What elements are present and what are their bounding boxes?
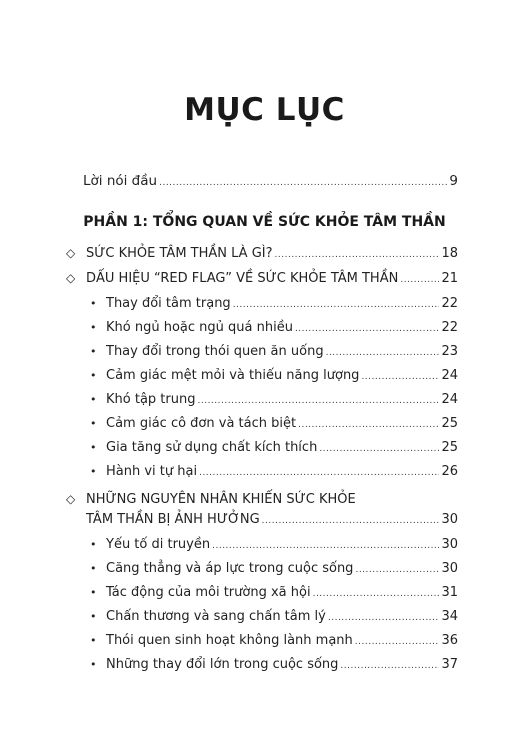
dot-leader bbox=[275, 250, 440, 260]
dot-leader bbox=[159, 178, 447, 188]
toc-section-2[interactable] bbox=[66, 271, 458, 286]
bullet-icon: • bbox=[90, 465, 97, 478]
toc-item-label: Cảm giác cô đơn và tách biệt bbox=[106, 416, 297, 431]
toc-item-label: Tác động của môi trường xã hội bbox=[106, 585, 311, 600]
dot-leader bbox=[233, 300, 440, 310]
toc-section-1[interactable] bbox=[66, 246, 458, 261]
toc-page-number: 22 bbox=[441, 296, 458, 311]
toc-page-number: 23 bbox=[441, 344, 458, 359]
toc-item-label: Căng thẳng và áp lực trong cuộc sống bbox=[106, 561, 354, 576]
toc-page-number: 30 bbox=[441, 537, 458, 552]
toc-page-number: 34 bbox=[441, 609, 458, 624]
toc-page-number: 25 bbox=[441, 440, 458, 455]
toc-page-number: 36 bbox=[441, 633, 458, 648]
diamond-icon: ◇ bbox=[66, 246, 76, 260]
toc-item-label: Khó tập trung bbox=[106, 392, 196, 407]
toc-page-number: 37 bbox=[441, 657, 458, 672]
dot-leader bbox=[361, 372, 439, 382]
dot-leader bbox=[298, 420, 439, 430]
toc-item[interactable] bbox=[90, 585, 458, 600]
toc-item[interactable] bbox=[90, 344, 458, 359]
diamond-icon: ◇ bbox=[66, 271, 76, 285]
toc-page-number: 24 bbox=[441, 368, 458, 383]
toc-item-label: Gia tăng sử dụng chất kích thích bbox=[106, 440, 318, 455]
toc-item[interactable] bbox=[90, 320, 458, 335]
toc-page-number: 21 bbox=[441, 271, 458, 286]
toc-section-3[interactable] bbox=[66, 492, 458, 507]
diamond-icon: ◇ bbox=[66, 492, 76, 506]
bullet-icon: • bbox=[90, 538, 97, 551]
toc-section-label: SỨC KHỎE TÂM THẦN LÀ GÌ? bbox=[86, 246, 273, 261]
dot-leader bbox=[262, 516, 440, 526]
toc-item-label: Yếu tố di truyền bbox=[106, 537, 211, 552]
toc-item-label: Những thay đổi lớn trong cuộc sống bbox=[106, 657, 339, 672]
dot-leader bbox=[328, 613, 440, 623]
page-title: MỤC LỤC bbox=[184, 92, 345, 128]
toc-item[interactable] bbox=[90, 440, 458, 455]
toc-item[interactable] bbox=[90, 416, 458, 431]
dot-leader bbox=[319, 444, 439, 454]
toc-item[interactable] bbox=[90, 561, 458, 576]
toc-item[interactable] bbox=[90, 296, 458, 311]
toc-item[interactable] bbox=[90, 368, 458, 383]
dot-leader bbox=[197, 396, 439, 406]
dot-leader bbox=[326, 348, 440, 358]
toc-page-number: 25 bbox=[441, 416, 458, 431]
dot-leader bbox=[355, 637, 440, 647]
toc-section-label: NHỮNG NGUYÊN NHÂN KHIẾN SỨC KHỎE bbox=[86, 492, 356, 507]
dot-leader bbox=[340, 661, 439, 671]
dot-leader bbox=[199, 468, 439, 478]
bullet-icon: • bbox=[90, 586, 97, 599]
part-heading: PHẦN 1: TỔNG QUAN VỀ SỨC KHỎE TÂM THẦN bbox=[83, 214, 446, 230]
toc-item-label: Thay đổi trong thói quen ăn uống bbox=[106, 344, 324, 359]
toc-item-label: Khó ngủ hoặc ngủ quá nhiều bbox=[106, 320, 293, 335]
bullet-icon: • bbox=[90, 658, 97, 671]
toc-item[interactable] bbox=[90, 392, 458, 407]
bullet-icon: • bbox=[90, 345, 97, 358]
bullet-icon: • bbox=[90, 297, 97, 310]
toc-page-number: 9 bbox=[449, 173, 458, 189]
dot-leader bbox=[355, 565, 439, 575]
dot-leader bbox=[295, 324, 440, 334]
toc-item[interactable] bbox=[90, 657, 458, 672]
toc-item[interactable] bbox=[90, 633, 458, 648]
toc-entry-label: Lời nói đầu bbox=[83, 173, 158, 189]
bullet-icon: • bbox=[90, 369, 97, 382]
bullet-icon: • bbox=[90, 610, 97, 623]
toc-item-label: Hành vi tự hại bbox=[106, 464, 198, 479]
toc-item[interactable] bbox=[90, 609, 458, 624]
toc-item-label: Thay đổi tâm trạng bbox=[106, 296, 231, 311]
toc-item[interactable] bbox=[90, 537, 458, 552]
toc-item-label: Thói quen sinh hoạt không lành mạnh bbox=[106, 633, 353, 648]
toc-item-label: Chấn thương và sang chấn tâm lý bbox=[106, 609, 326, 624]
toc-page-number: 31 bbox=[441, 585, 458, 600]
toc-item[interactable] bbox=[90, 464, 458, 479]
toc-section-3-continued[interactable] bbox=[86, 512, 458, 527]
toc-page-number: 30 bbox=[441, 561, 458, 576]
dot-leader bbox=[400, 275, 439, 285]
bullet-icon: • bbox=[90, 321, 97, 334]
toc-item-label: Cảm giác mệt mỏi và thiếu năng lượng bbox=[106, 368, 360, 383]
toc-page-number: 24 bbox=[441, 392, 458, 407]
toc-section-label: TÂM THẦN BỊ ẢNH HƯỞNG bbox=[86, 512, 260, 527]
dot-leader bbox=[212, 541, 439, 551]
toc-section-label: DẤU HIỆU “RED FLAG” VỀ SỨC KHỎE TÂM THẦN bbox=[86, 271, 399, 286]
toc-page-number: 30 bbox=[441, 512, 458, 527]
toc-page-number: 26 bbox=[441, 464, 458, 479]
toc-page-number: 22 bbox=[441, 320, 458, 335]
bullet-icon: • bbox=[90, 393, 97, 406]
toc-entry-intro[interactable] bbox=[83, 173, 458, 189]
bullet-icon: • bbox=[90, 417, 97, 430]
bullet-icon: • bbox=[90, 441, 97, 454]
bullet-icon: • bbox=[90, 634, 97, 647]
dot-leader bbox=[313, 589, 440, 599]
toc-page-number: 18 bbox=[441, 246, 458, 261]
bullet-icon: • bbox=[90, 562, 97, 575]
